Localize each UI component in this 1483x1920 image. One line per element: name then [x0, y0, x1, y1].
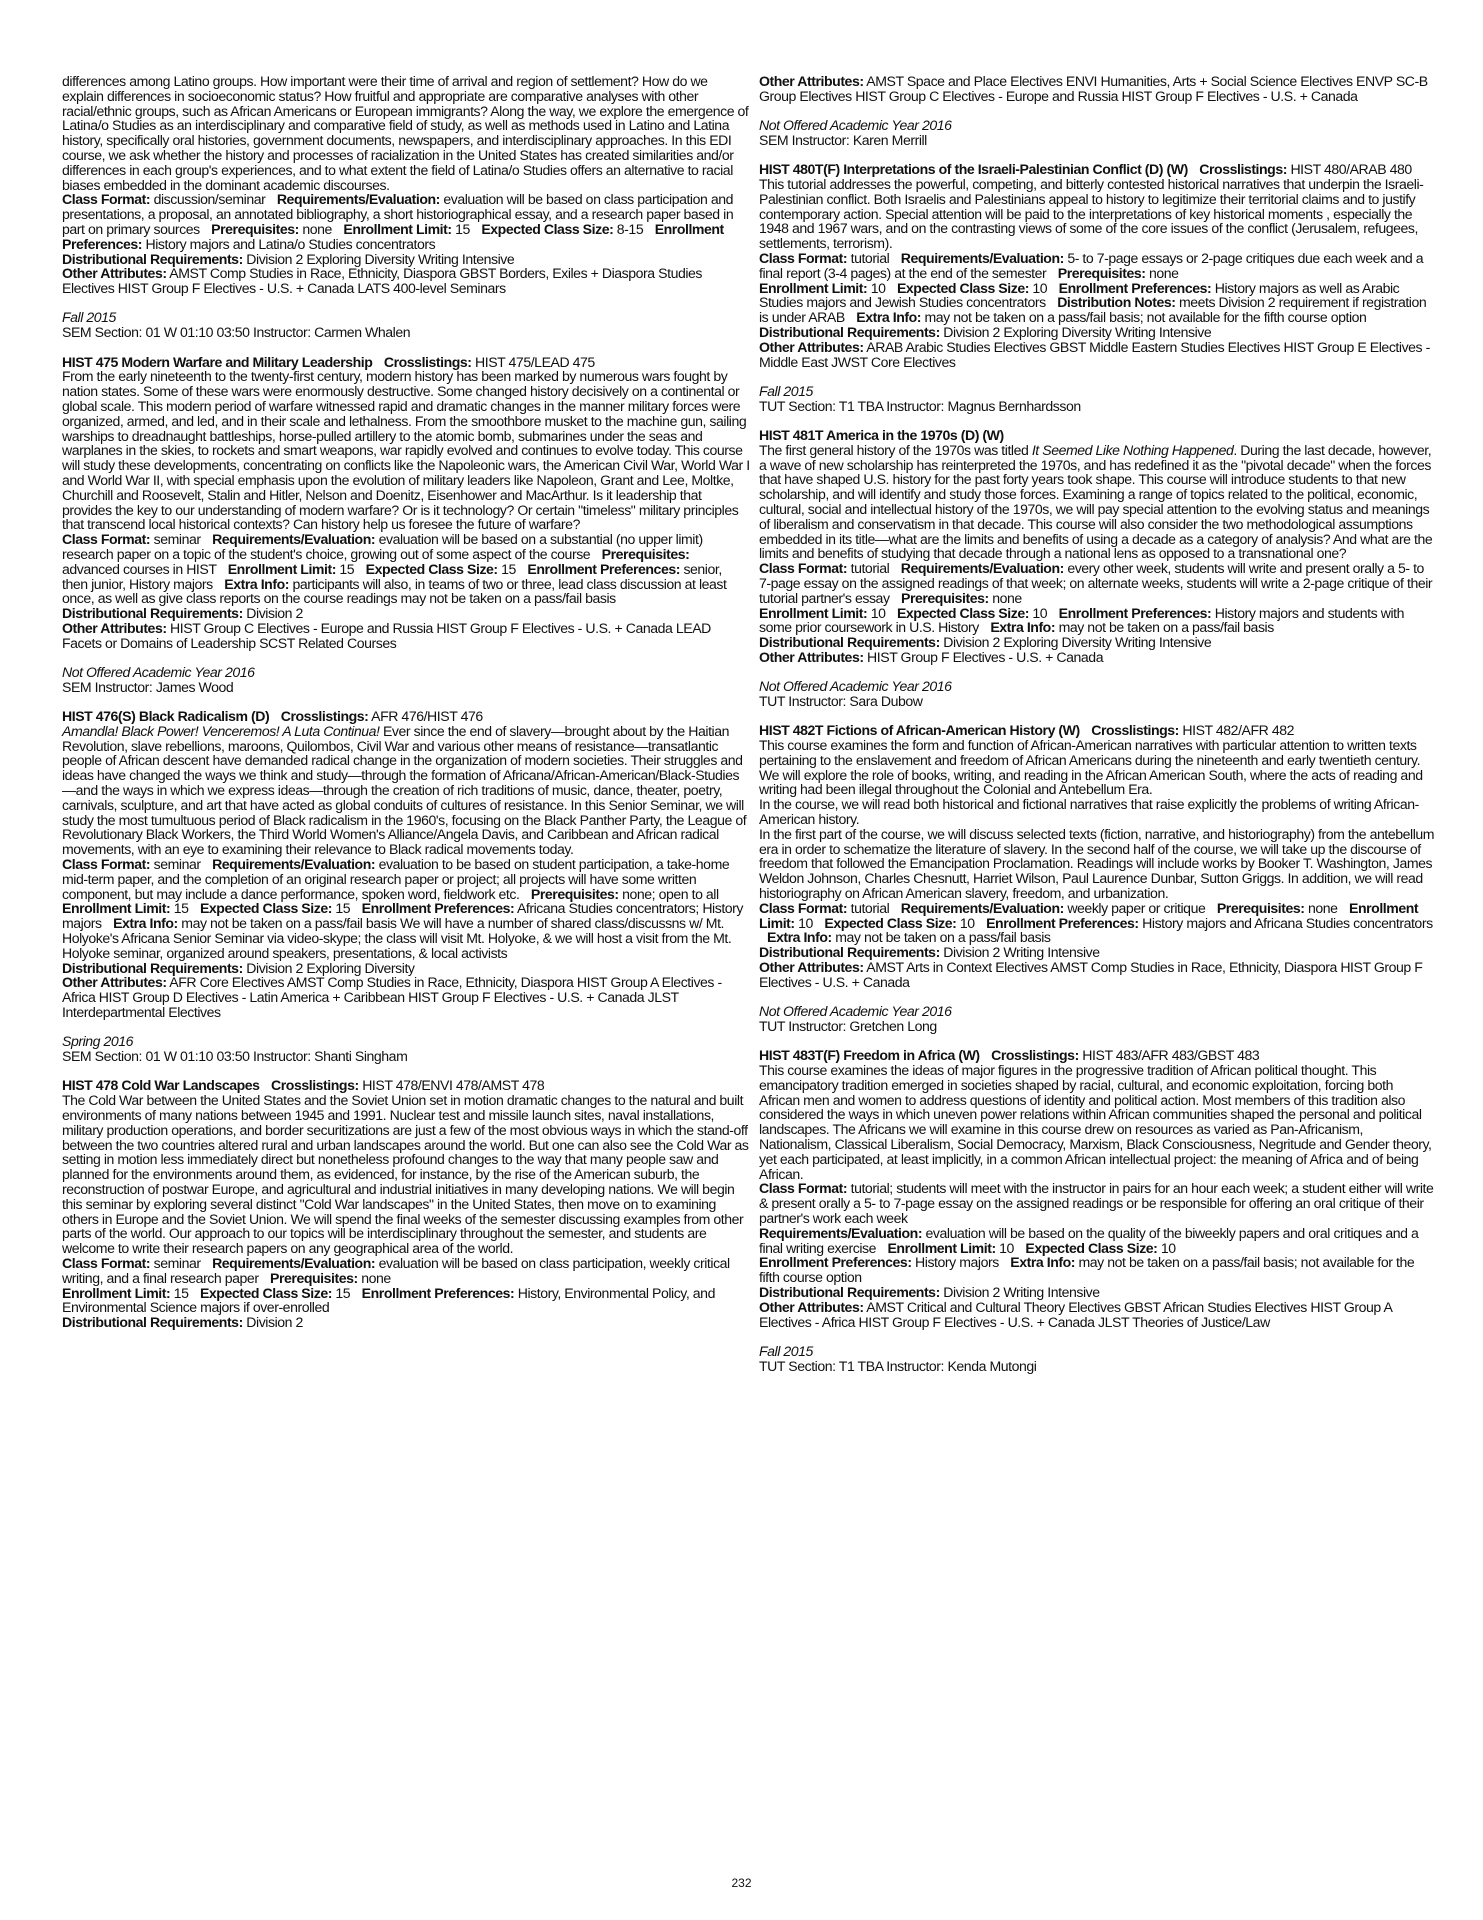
term: Not Offered Academic Year 2016	[759, 117, 952, 134]
crosslistings: HIST 480/ARAB 480	[1290, 161, 1412, 178]
section-info: SEM Instructor: James Wood	[62, 678, 234, 695]
course-epigraph: Amandla! Black Power! Venceremos! A Luta Continua!	[62, 722, 380, 739]
course-entry-hist-478-continued	[759, 74, 1435, 148]
enrollment-limit-label: Enrollment Limit:	[759, 279, 868, 296]
course-description-2: In the course, we will read both historical and fictional narratives that raise explicitly the problems of writing African-American history.	[759, 796, 1419, 828]
course-body	[759, 162, 1435, 369]
prerequisites-label: Prerequisites:	[1057, 264, 1146, 281]
expected-size: 15	[335, 900, 351, 917]
requirements-label: Requirements/Evaluation:	[759, 1224, 923, 1241]
prerequisites: none	[1308, 899, 1338, 916]
distributional: Division 2 Exploring Diversity Writing Intensive	[943, 323, 1212, 340]
class-format-label: Class Format:	[759, 249, 848, 266]
expected-size-label: Expected Class Size:	[896, 279, 1029, 296]
term: Not Offered Academic Year 2016	[759, 1003, 952, 1020]
enrollment-limit: 10	[870, 604, 886, 621]
prerequisites-label: Prerequisites:	[270, 1269, 358, 1286]
distributional-label: Distributional Requirements:	[759, 944, 940, 961]
crosslistings-label: Crosslistings:	[1091, 722, 1179, 739]
class-format-label: Class Format:	[62, 856, 151, 873]
requirements-label: Requirements/Evaluation:	[900, 899, 1064, 916]
enrollment-limit-label: Enrollment Limit:	[759, 899, 1419, 931]
course-title: HIST 480T(F) Interpretations of the Israeli-Palestinian Conflict (D) (W)	[759, 161, 1188, 178]
other-attributes: HIST Group F Electives - U.S. + Canada	[867, 648, 1104, 665]
term: Not Offered Academic Year 2016	[62, 663, 255, 680]
distributional-label: Distributional Requirements:	[759, 323, 940, 340]
class-format: tutorial	[850, 249, 890, 266]
distribution-notes: meets Division 2 requirement if registration is under ARAB	[759, 294, 1427, 326]
distributional-label: Distributional Requirements:	[62, 1314, 243, 1331]
expected-size-label: Expected Class Size:	[896, 604, 1029, 621]
distributional-label: Distributional Requirements:	[759, 634, 940, 651]
course-description: From the early nineteenth to the twenty-first century, modern history has been marked by numerous wars fought by nation states. Some of these wars were enormously destructive. Some changed history decisively on a continental or global scale. This modern period of warfare witnessed rapid and dramatic changes in the manner military forces were organized, armed, and led, and in their scale and lethalness. From the smoothbore musket to the machine gun, sailing warships to dreadnaught battleships, horse-pulled artillery to the atomic bomb, submarines under the seas and warplanes in the skies, to rockets and smart weapons, war rapidly evolved and continues to evolve today. This course will study these developments, concentrating on conflicts like the Napoleonic wars, the American Civil War, World War I and World War II, with special emphasis upon the evolution of military leaders like Napoleon, Grant and Lee, Moltke, Churchill and Roosevelt, Stalin and Hitler, Nelson and Doenitz, Eisenhower and MacArthur. Is it leadership that provides the key to our understanding of modern warfare? Or is it technology? Or certain "timeless" military principles that transcend local historical contexts? Can history help us foresee the future of warfare?	[62, 368, 750, 533]
course-description-cont: . During the last decade, however, a wave of new scholarship has reinterpreted the 1970s, and has redefined it as the "pivotal decade" when the forces that have shaped U.S. history for the past forty years took shape. This course will introduce students to that new scholarship, and will identify and study those forces. Examining a range of topics related to the political, economic, cultural, social and intellectual history of the 1970s, we will pay special attention to the evolving status and meanings of liberalism and conservatism in that decade. This course will also consider the two methodological assumptions embedded in its title—what are the limits and benefits of using a decade as a category of analysis? And what are the limits and benefits of studying that decade through a national lens as opposed to a transnational one?	[759, 441, 1433, 562]
course-entry-hist-481t	[759, 428, 1435, 709]
requirements: evaluation will be based on class participation and presentations, a proposal, an annotated bibliography, a short historiographical essay, and a research paper based in part on primary sources	[62, 191, 734, 237]
other-attributes: HIST Group C Electives - Europe and Russia HIST Group F Electives - U.S. + Canada LEAD Facets or Domains of Leadership SCST Related Courses	[62, 619, 711, 651]
enrollment-preferences-label: Enrollment Preferences:	[361, 1284, 515, 1301]
enrollment-limit: 10	[999, 1239, 1014, 1256]
other-attributes-label: Other Attributes:	[759, 73, 864, 89]
requirements-label: Requirements/Evaluation:	[900, 249, 1064, 266]
class-format: seminar	[153, 1254, 201, 1271]
right-column	[759, 74, 1435, 1373]
enrollment-preferences: History majors	[915, 1254, 999, 1271]
expected-size-label: Expected Class Size:	[481, 220, 614, 237]
course-description: differences among Latino groups. How important were their time of arrival and region of settlement? How do we explain differences in socioeconomic status? How fruitful and appropriate are comparative analyses with other racial/ethnic groups, such as African Americans or European immigrants? Along the way, we explore the emergence of Latina/o Studies as an interdisciplinary and comparative field of study, as well as methods used in Latino and Latina history, specifically oral histories, government documents, newspapers, and interdisciplinary approaches. In this EDI course, we ask whether the history and processes of racialization in the United States has created similarities and/or differences in each group's experiences, and to what extent the field of Latina/o Studies offers an alternative to racial biases embedded in the dominant academic discourses.	[62, 73, 749, 193]
enrollment-limit: 10	[798, 914, 813, 931]
enrollment-limit: 15	[173, 900, 189, 917]
requirements-label: Requirements/Evaluation:	[900, 560, 1064, 577]
other-attributes-label: Other Attributes:	[62, 265, 167, 282]
course-entry-latino-continued	[62, 74, 750, 340]
prerequisites: none	[361, 1269, 391, 1286]
course-title: HIST 482T Fictions of African-American History (W)	[759, 722, 1080, 739]
expected-size: 15	[501, 560, 516, 577]
expected-size-label: Expected Class Size:	[365, 560, 498, 577]
class-format-label: Class Format:	[62, 1254, 151, 1271]
requirements: weekly paper or critique	[1067, 899, 1206, 916]
course-description: The Cold War between the United States and the Soviet Union set in motion dramatic changes to the natural and built environments of many nations between 1945 and 1991. Nuclear test and missile launch sites, naval installations, military production operations, and border securitizations are just a few of the most obvious ways in which the stand-off between the two countries altered rural and urban landscapes around the world. But one can also see the Cold War as setting in motion less immediately direct but nonetheless profound changes to the way that many people saw and planned for the environments around them, as evidenced, for instance, by the rise of the American suburb, the reconstruction of postwar Europe, and agricultural and industrial initiatives in many developing nations. We will begin this seminar by exploring several distinct "Cold War landscapes" in the United States, then move on to examining others in Europe and the Soviet Union. We will spend the final weeks of the semester discussing examples from other parts of the world. Our approach to our topics will be interdisciplinary throughout the semester, and students are welcome to write their research papers on any geographical area of the world.	[62, 1092, 749, 1257]
requirements-label: Requirements/Evaluation:	[212, 531, 376, 548]
class-format-label: Class Format:	[759, 899, 848, 916]
expected-size-label: Expected Class Size:	[199, 1284, 332, 1301]
extra-info: may not be taken on a pass/fail basis; not available for the fifth course option	[759, 1254, 1415, 1286]
course-title: HIST 478 Cold War Landscapes	[62, 1077, 260, 1094]
other-attributes-label: Other Attributes:	[759, 338, 864, 355]
section-info: TUT Instructor: Gretchen Long	[759, 1017, 937, 1034]
extra-info-label: Extra Info:	[767, 929, 832, 946]
course-body	[759, 1048, 1435, 1329]
crosslistings-label: Crosslistings:	[991, 1047, 1079, 1064]
class-format: seminar	[153, 531, 201, 548]
course-body	[759, 74, 1435, 104]
other-attributes: AFR Core Electives AMST Comp Studies in Race, Ethnicity, Diaspora HIST Group A Electives - Africa HIST Group D Electives - Latin America + Caribbean HIST Group F Electives - U.S. + Canada JLST Interdepartmental Electives	[62, 974, 722, 1021]
extra-info: may not be taken on a pass/fail basis; not available for the fifth course option	[924, 309, 1367, 326]
course-entry-hist-478	[62, 1078, 750, 1330]
distributional: Division 2	[246, 605, 303, 622]
section-info: TUT Section: T1 TBA Instructor: Kenda Mutongi	[759, 1357, 1037, 1374]
enrollment-preferences-label: Enrollment Preferences:	[361, 900, 515, 917]
other-attributes-label: Other Attributes:	[759, 648, 864, 665]
extra-info: may not be taken on a pass/fail basis	[835, 929, 1051, 946]
class-format-label: Class Format:	[759, 1180, 848, 1197]
expected-size: 10	[1032, 279, 1048, 296]
extra-info: participants will also, in teams of two or three, lead class discussion at least once, as well as give class reports on the course readings may not be taken on a pass/fail basis	[62, 575, 727, 607]
left-column	[62, 74, 750, 1330]
enrollment-preferences-label: Enrollment Preferences:	[986, 914, 1139, 931]
expected-size: 8-15	[616, 220, 644, 237]
prerequisites-label: Prerequisites:	[601, 545, 690, 562]
prerequisites: advanced courses in HIST	[62, 560, 217, 577]
crosslistings: HIST 483/AFR 483/GBST 483	[1082, 1047, 1260, 1064]
prerequisites: none; open to all	[622, 885, 719, 902]
enrollment-preferences: senior, then junior, History majors	[62, 560, 722, 592]
enrollment-limit: 15	[173, 1284, 189, 1301]
section-info: TUT Instructor: Sara Dubow	[759, 692, 923, 709]
course-body	[62, 355, 750, 651]
expected-size-label: Expected Class Size:	[1025, 1239, 1158, 1256]
enrollment-preferences-label: Enrollment Preferences:	[527, 560, 680, 577]
other-attributes: AMST Arts in Context Electives AMST Comp Studies in Race, Ethnicity, Diaspora HIST Group F Electives - U.S. + Canada	[759, 959, 1423, 990]
course-body	[62, 709, 750, 1020]
expected-size-label: Expected Class Size:	[824, 914, 957, 931]
other-attributes: AMST Space and Place Electives ENVI Humanities, Arts + Social Science Electives ENVP SC-B Group Electives HIST Group C Electives - Europe and Russia HIST Group F Electives - U.S. + Canada	[759, 73, 1428, 104]
crosslistings-label: Crosslistings:	[383, 353, 472, 370]
extra-info-label: Extra Info:	[113, 915, 178, 932]
extra-info: may not be taken on a pass/fail basis We will have a number of shared class/discussns w/ Mt. Holyoke's Africana Senior Seminar via video-skype; the class will visit Mt. Holyoke, & we will host a visit from the Mt. Holyoke seminar, organized around speakers, presentations, & local activists	[62, 915, 732, 961]
class-format-label: Class Format:	[759, 560, 848, 577]
other-attributes: ARAB Arabic Studies Electives GBST Middle Eastern Studies Electives HIST Group E Electives - Middle East JWST Core Electives	[759, 338, 1430, 370]
enrollment-preferences: History majors and Africana Studies concentrators	[1142, 914, 1433, 931]
course-entry-hist-475	[62, 355, 750, 695]
class-format: tutorial; students will meet with the instructor in pairs for an hour each week; a student either will write & present orally a 5- to 7-page essay on the assigned readings or be responsible for offering an oral critique of their partner's work each week	[759, 1180, 1434, 1226]
course-description: This course examines the form and function of African-American narratives with particular attention to written texts pertaining to the enslavement and freedom of African Americans during the nineteenth and early twentieth century. We will explore the role of books, writing, and reading in the African American South, where the acts of reading and writing had been illegal throughout the Colonial and Antebellum Era.	[759, 737, 1423, 798]
crosslistings-label: Crosslistings:	[1199, 161, 1287, 178]
prerequisites-label: Prerequisites:	[211, 220, 299, 237]
enrollment-preferences: History, Environmental Policy, and Environmental Science majors if over-enrolled	[62, 1284, 715, 1316]
crosslistings-label: Crosslistings:	[280, 708, 369, 725]
enrollment-preferences: Africana Studies concentrators; History majors	[62, 900, 744, 932]
class-format: seminar	[153, 856, 201, 873]
section-info: SEM Section: 01 W 01:10 03:50 Instructor: Shanti Singham	[62, 1048, 408, 1065]
expected-size: 15	[335, 1284, 351, 1301]
course-entry-hist-476	[62, 709, 750, 1064]
term: Fall 2015	[759, 382, 813, 399]
prerequisites-label: Prerequisites:	[901, 589, 989, 606]
prerequisites-label: Prerequisites:	[530, 885, 619, 902]
prerequisites: none	[992, 589, 1022, 606]
crosslistings: HIST 478/ENVI 478/AMST 478	[362, 1077, 545, 1094]
enrollment-limit-label: Enrollment Limit:	[62, 1284, 171, 1301]
distributional: Division 2 Exploring Diversity Writing Intensive	[943, 634, 1212, 651]
enrollment-preferences: History majors and students with some prior coursework in U.S. History	[759, 604, 1404, 636]
crosslistings-label: Crosslistings:	[271, 1077, 359, 1094]
other-attributes-label: Other Attributes:	[62, 619, 167, 636]
course-description: This course examines the ideas of major figures in the progressive tradition of African political thought. This emancipatory tradition emerged in societies shaped by racial, cultural, and economic exploitation, forcing both African men and women to address questions of identity and political action. Most members of this tradition also considered the ways in which uneven power relations within African communities shaped the personal and political landscapes. The Africans we will examine in this course drew on resources as varied as Pan-Africanism, Nationalism, Classical Liberalism, Social Democracy, Marxism, Black Consciousness, Negritude and Gender theory, yet each participated, at least implicitly, in a common African intellectual project: the meaning of Africa and of being African.	[759, 1062, 1432, 1182]
requirements-label: Requirements/Evaluation:	[212, 856, 376, 873]
requirements: evaluation will be based on the quality of the biweekly papers and oral critiques and a final writing exercise	[759, 1224, 1419, 1256]
enrollment-limit: 15	[339, 560, 355, 577]
extra-info-label: Extra Info:	[1010, 1254, 1076, 1271]
term: Fall 2015	[62, 309, 116, 326]
class-format-label: Class Format:	[62, 531, 151, 548]
other-attributes-label: Other Attributes:	[62, 974, 167, 991]
extra-info: may not be taken on a pass/fail basis	[1058, 619, 1274, 636]
class-format: tutorial	[850, 899, 890, 916]
distributional-label: Distributional Requirements:	[62, 959, 243, 976]
distributional: Division 2	[246, 1314, 303, 1331]
extra-info-label: Extra Info:	[990, 619, 1056, 636]
requirements-label: Requirements/Evaluation:	[212, 1254, 376, 1271]
other-attributes: AMST Critical and Cultural Theory Electives GBST African Studies Electives HIST Group A Electives - Africa HIST Group F Electives - U.S. + Canada JLST Theories of Justice/Law	[759, 1298, 1392, 1330]
distribution-notes-label: Distribution Notes:	[1057, 294, 1176, 311]
course-title: HIST 475 Modern Warfare and Military Leadership	[62, 353, 373, 370]
class-format-label: Class Format:	[62, 191, 151, 208]
term: Not Offered Academic Year 2016	[759, 678, 952, 695]
distributional: Division 2 Writing Intensive	[943, 944, 1100, 961]
prerequisites-label: Prerequisites:	[1216, 899, 1305, 916]
other-attributes: AMST Comp Studies in Race, Ethnicity, Diaspora GBST Borders, Exiles + Diaspora Studies Electives HIST Group F Electives - U.S. + Canada LATS 400-level Seminars	[62, 265, 703, 297]
distributional-label: Distributional Requirements:	[759, 1283, 940, 1300]
enrollment-limit-label: Enrollment Limit:	[887, 1239, 996, 1256]
crosslistings: HIST 475/LEAD 475	[475, 353, 595, 370]
enrollment-limit-label: Enrollment Limit:	[227, 560, 336, 577]
prerequisites: none	[302, 220, 332, 237]
prerequisites: none	[1148, 264, 1179, 281]
distributional: Division 2 Exploring Diversity	[246, 959, 415, 976]
enrollment-limit: 15	[455, 220, 470, 237]
course-description-3: In the first part of the course, we will discuss selected texts (fiction, narrative, and historiography) from the antebellum era in order to schematize the literature of slavery. In the second half of the course, we will take up the discourse of freedom that followed the Emancipation Proclamation. Readings will include works by Booker T. Washington, James Weldon Johnson, Charles Chesnutt, Harriet Wilson, Paul Laurence Dunbar, Sutton Griggs. In addition, we will read historiography on African American slavery, freedom, and urbanization.	[759, 825, 1435, 902]
course-body	[62, 1078, 750, 1330]
course-title: HIST 476(S) Black Radicalism (D)	[62, 708, 270, 725]
enrollment-preferences: History majors as well as Arabic Studies majors and Jewish Studies concentrators	[759, 279, 1400, 311]
enrollment-preferences-label: Enrollment Preferences:	[62, 220, 724, 252]
requirements: evaluation will be based on a substantial (no upper limit) research paper on a topic of the student's choice, growing out of some aspect of the course	[62, 531, 703, 562]
section-info: SEM Section: 01 W 01:10 03:50 Instructor: Carmen Whalen	[62, 324, 411, 341]
course-body	[62, 74, 750, 296]
requirements: evaluation to be based on student participation, a take-home mid-term paper, and the completion of an original research paper or project; all projects will have some written component, but may include a dance performance, spoken word, fieldwork etc.	[62, 856, 730, 902]
distributional-label: Distributional Requirements:	[62, 250, 243, 267]
course-description: Ever since the end of slavery—brought about by the Haitian Revolution, slave rebellions, maroons, Quilombos, Civil War and various other means of resistance—transatlantic people of African descent have demanded radical change in the organization of modern societies. Their struggles and ideas have changed the ways we think and study—through the formation of Africana/African-American/Black-Studies—and the ways in which we express ideas—through the creation of rich traditions of music, dance, theater, poetry, carnivals, sculpture, and art that have acted as global conduits of cultures of resistance. In this Senior Seminar, we will study the most tumultuous period of Black radicalism in the 1960's, focusing on the Black Panther Party, the League of Revolutionary Black Workers, the Third World Women's Alliance/Angela Davis, and Caribbean and African radical movements, with an eye to examining their relevance to Black radical movements today.	[62, 722, 747, 858]
expected-size: 10	[1032, 604, 1048, 621]
requirements: 5- to 7-page essays or 2-page critiques due each week and a final report (3-4 pages) at the end of the semester	[759, 249, 1424, 281]
course-body	[759, 428, 1435, 665]
term: Fall 2015	[759, 1342, 813, 1359]
course-body	[759, 723, 1435, 989]
enrollment-preferences-label: Enrollment Preferences:	[1058, 279, 1212, 296]
section-info: TUT Section: T1 TBA Instructor: Magnus Bernhardsson	[759, 397, 1081, 414]
distributional: Division 2 Exploring Diversity Writing Intensive	[246, 250, 515, 267]
page-number: 232	[731, 1876, 752, 1890]
term: Spring 2016	[62, 1033, 134, 1050]
section-info: SEM Instructor: Karen Merrill	[759, 131, 927, 148]
course-description: The first general history of the 1970s was titled	[759, 441, 1032, 458]
course-entry-hist-483t	[759, 1048, 1435, 1373]
crosslistings: AFR 476/HIST 476	[371, 708, 483, 725]
class-format: discussion/seminar	[153, 191, 266, 208]
book-title: It Seemed Like Nothing Happened	[1031, 441, 1234, 458]
distributional: Division 2 Writing Intensive	[943, 1283, 1100, 1300]
requirements-label: Requirements/Evaluation:	[276, 191, 440, 208]
enrollment-preferences: History majors and Latina/o Studies concentrators	[145, 235, 436, 252]
course-title: HIST 483T(F) Freedom in Africa (W)	[759, 1047, 980, 1064]
other-attributes-label: Other Attributes:	[759, 959, 864, 976]
course-entry-hist-480t	[759, 162, 1435, 413]
expected-size: 10	[1160, 1239, 1176, 1256]
enrollment-limit-label: Enrollment Limit:	[343, 220, 452, 237]
course-title: HIST 481T America in the 1970s (D) (W)	[759, 426, 1004, 443]
distributional-label: Distributional Requirements:	[62, 605, 243, 622]
enrollment-limit-label: Enrollment Limit:	[62, 900, 171, 917]
expected-size-label: Expected Class Size:	[199, 900, 332, 917]
other-attributes-label: Other Attributes:	[759, 1298, 864, 1315]
class-format: tutorial	[850, 560, 890, 577]
enrollment-preferences-label: Enrollment Preferences:	[1058, 604, 1212, 621]
crosslistings: HIST 482/AFR 482	[1182, 722, 1295, 739]
extra-info-label: Extra Info:	[856, 309, 922, 326]
enrollment-limit-label: Enrollment Limit:	[759, 604, 868, 621]
course-entry-hist-482t	[759, 723, 1435, 1033]
requirements: every other week, students will write and present orally a 5- to 7-page essay on the assigned readings of that week; on alternate weeks, students will write a 2-page critique of their tutorial partner's essay	[759, 560, 1433, 606]
extra-info-label: Extra Info:	[224, 575, 289, 592]
expected-size: 10	[959, 914, 975, 931]
enrollment-limit: 10	[870, 279, 886, 296]
enrollment-preferences-label: Enrollment Preferences:	[759, 1254, 912, 1271]
requirements: evaluation will be based on class participation, weekly critical writing, and a final research paper	[62, 1254, 730, 1286]
course-description: This tutorial addresses the powerful, competing, and bitterly contested historical narratives that underpin the Israeli-Palestinian conflict. Both Israelis and Palestinians appeal to history to legitimize their territorial claims and to justify contemporary action. Special attention will be paid to the interpretations of key historical moments , especially the 1948 and 1967 wars, and on the contrasting views of some of the core issues of the conflict (Jerusalem, refugees, settlements, terrorism).	[759, 175, 1424, 252]
